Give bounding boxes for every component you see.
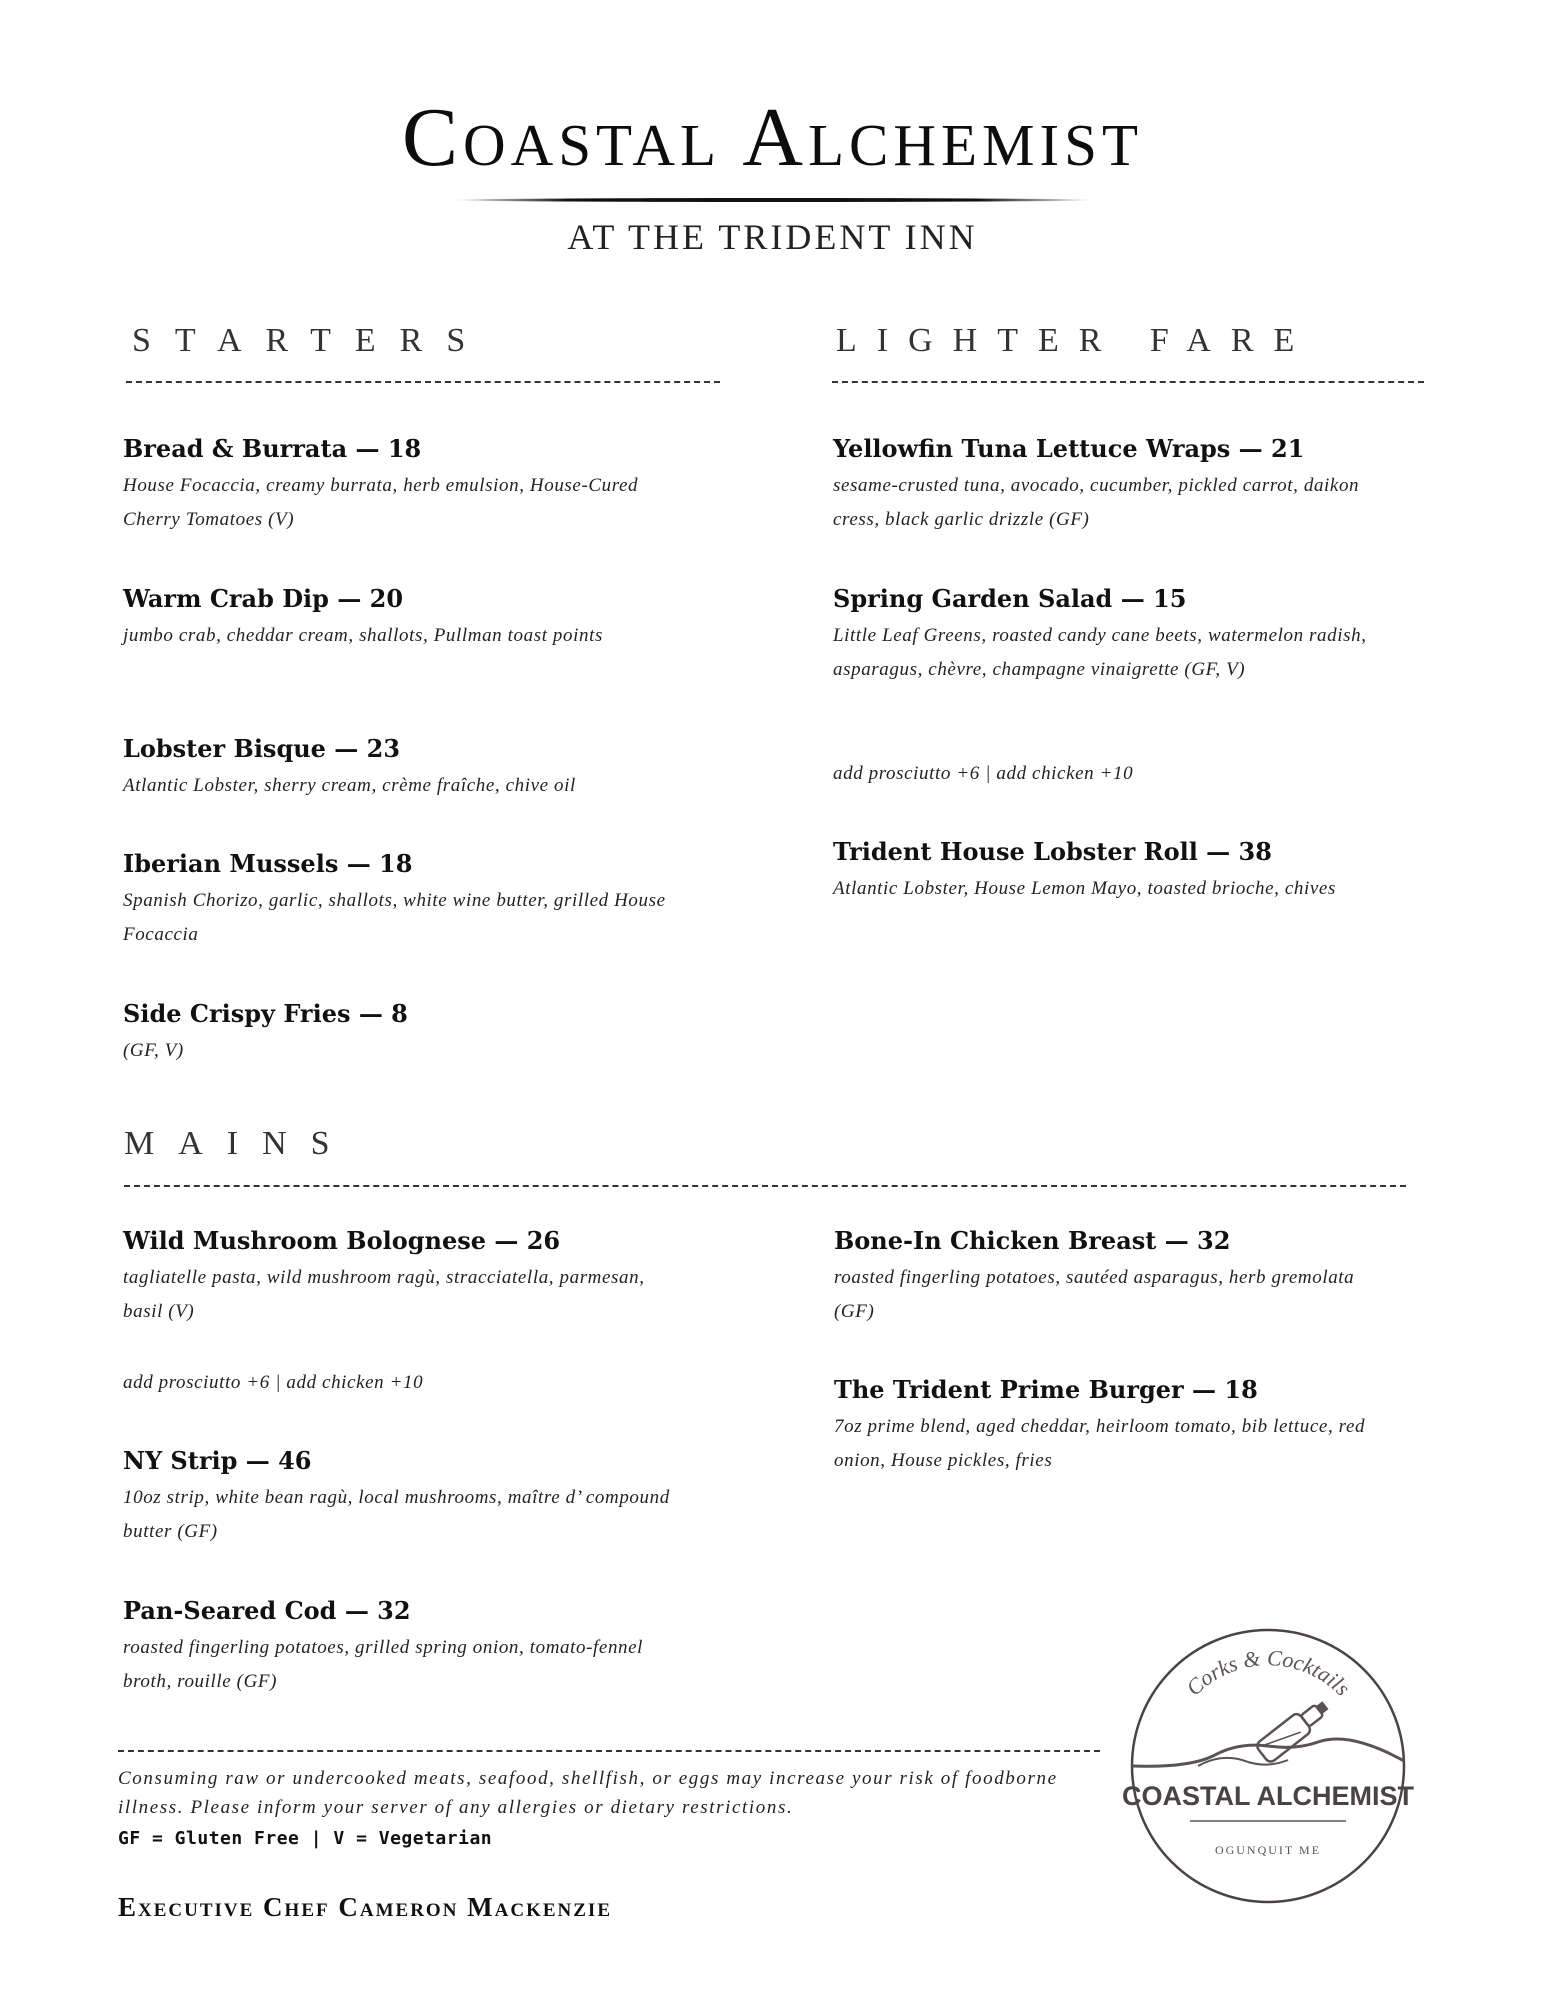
item-name: Warm Crab Dip — 20	[123, 584, 404, 613]
dietary-legend: GF = Gluten Free | V = Vegetarian	[118, 1828, 493, 1849]
lighter-fare-divider	[832, 381, 1424, 383]
item-description: Atlantic Lobster, sherry cream, crème fraîche, chive oil	[123, 775, 576, 796]
addon-note: add prosciutto +6 | add chicken +10	[833, 763, 1134, 784]
item-name: Bread & Burrata — 18	[123, 434, 422, 463]
menu-item	[834, 1374, 1394, 1478]
item-name: Lobster Bisque — 23	[123, 734, 401, 763]
item-name: Bone-In Chicken Breast — 32	[834, 1226, 1231, 1255]
allergy-notice: Consuming raw or undercooked meats, seafood, shellfish, or eggs may increase your risk of foodborne illness. Please inform your server of any allergies or dietary restrictions.	[118, 1768, 1058, 1818]
menu-item	[123, 1445, 683, 1549]
menu-item	[123, 1595, 683, 1699]
menu-item	[123, 848, 683, 952]
item-name: Wild Mushroom Bolognese — 26	[123, 1226, 561, 1255]
item-description: tagliatelle pasta, wild mushroom ragù, stracciatella, parmesan, basil (V)	[123, 1267, 645, 1322]
logo-tagline: Corks & Cocktails	[1181, 1645, 1356, 1701]
item-description: 10oz strip, white bean ragù, local mushrooms, maître d’ compound butter (GF)	[123, 1487, 670, 1542]
menu-item	[123, 998, 683, 1068]
logo-location: OGUNQUIT ME	[1214, 1843, 1322, 1857]
menu-header	[0, 91, 1545, 258]
menu-item	[833, 836, 1393, 906]
restaurant-subtitle: AT THE TRIDENT INN	[567, 217, 978, 257]
menu-item	[833, 583, 1393, 687]
title-divider	[453, 198, 1093, 202]
item-name: Iberian Mussels — 18	[123, 849, 413, 878]
item-name: Yellowfin Tuna Lettuce Wraps — 21	[833, 434, 1305, 463]
bottle-on-wave-icon	[1132, 1696, 1404, 1767]
item-description: jumbo crab, cheddar cream, shallots, Pullman toast points	[123, 625, 603, 646]
item-description: sesame-crusted tuna, avocado, cucumber, pickled carrot, daikon cress, black garlic drizzle (GF)	[833, 475, 1360, 530]
item-name: Side Crispy Fries — 8	[123, 999, 408, 1028]
item-description: (GF, V)	[123, 1040, 184, 1061]
item-name: The Trident Prime Burger — 18	[834, 1375, 1258, 1404]
menu-item	[123, 1225, 683, 1329]
restaurant-logo	[1118, 1616, 1418, 1916]
menu-item	[833, 433, 1393, 537]
item-description: Spanish Chorizo, garlic, shallots, white wine butter, grilled House Focaccia	[123, 890, 666, 945]
item-description: roasted fingerling potatoes, sautéed asparagus, herb gremolata (GF)	[834, 1267, 1355, 1322]
item-description: 7oz prime blend, aged cheddar, heirloom tomato, bib lettuce, red onion, House pickles, fries	[834, 1416, 1366, 1471]
executive-chef: Executive Chef Cameron Mackenzie	[118, 1892, 612, 1922]
lighter-fare-heading: LIGHTER FARE	[836, 322, 1315, 359]
menu-item	[123, 733, 723, 803]
menu-item	[123, 583, 683, 653]
menu-item	[123, 433, 683, 537]
item-name: Spring Garden Salad — 15	[833, 584, 1187, 613]
starters-heading: STARTERS	[132, 322, 490, 359]
item-name: Pan-Seared Cod — 32	[123, 1596, 411, 1625]
footer-divider	[118, 1750, 1100, 1752]
mains-divider	[124, 1185, 1406, 1187]
item-name: Trident House Lobster Roll — 38	[833, 837, 1272, 866]
menu-item	[834, 1225, 1394, 1329]
mains-heading: MAINS	[124, 1125, 354, 1162]
starters-divider	[126, 381, 720, 383]
item-description: roasted fingerling potatoes, grilled spring onion, tomato-fennel broth, rouille (GF)	[123, 1637, 644, 1692]
item-description: Atlantic Lobster, House Lemon Mayo, toasted brioche, chives	[833, 878, 1336, 899]
logo-name: COASTAL ALCHEMIST	[1122, 1781, 1414, 1811]
restaurant-title: Coastal Alchemist	[401, 91, 1144, 184]
item-description: Little Leaf Greens, roasted candy cane beets, watermelon radish, asparagus, chèvre, champagne vinaigrette (GF, V)	[833, 625, 1367, 680]
item-description: House Focaccia, creamy burrata, herb emulsion, House-Cured Cherry Tomatoes (V)	[123, 475, 639, 530]
addon-note: add prosciutto +6 | add chicken +10	[123, 1372, 424, 1393]
item-name: NY Strip — 46	[123, 1446, 312, 1475]
